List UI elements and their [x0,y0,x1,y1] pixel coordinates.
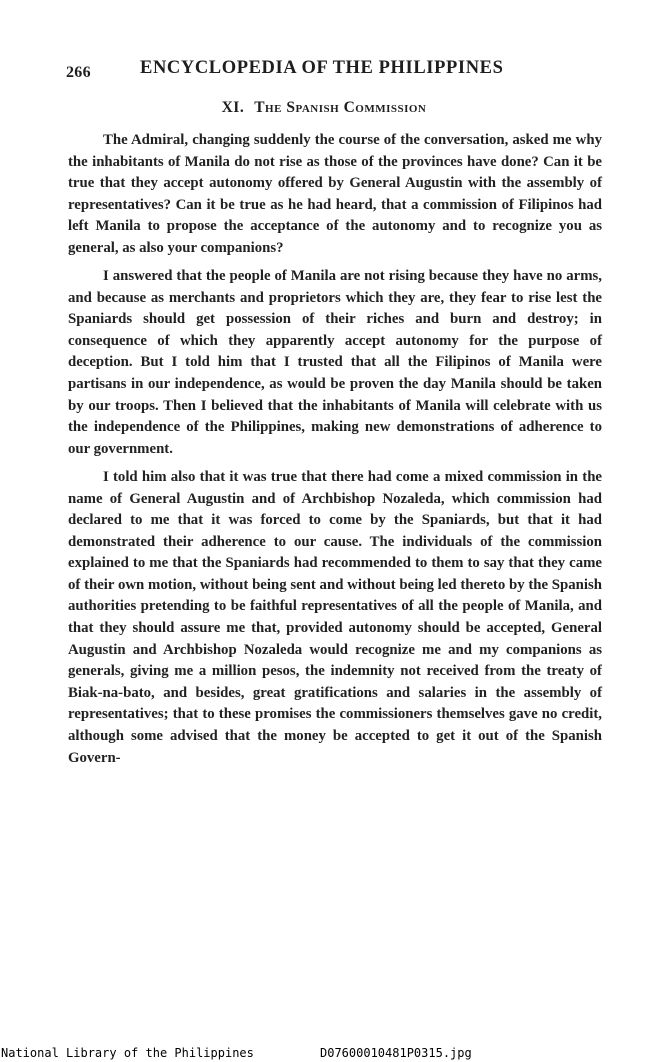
section-heading [0,99,648,117]
scan-footer [0,1045,648,1062]
running-head: ENCYCLOPEDIA OF THE PHILIPPINES [140,58,504,78]
body-text [68,130,602,776]
page-number: 266 [66,64,91,81]
section-number: XI. [221,99,245,116]
paragraph: I told him also that it was true that there had come a mixed commission in the name of General Augustin and of Archbishop Nozaleda, which commission had declared to me that it was forced to come by the Spaniards, but that it had demonstrated their adherence to our cause. The individuals of the commission explained to me that the Spaniards had recommended to them to say that they came of their own motion, without being sent and without being led thereto by the Spanish authorities pretending to be faithful representatives of all the people of Manila, and that they should assure me that, provided autonomy should be accepted, General Augustin and Archbishop Nozaleda would recognize me and my companions as generals, giving me a million pesos, the indemnity not received from the treaty of Biak-na-bato, and besides, great gratifications and salaries in the assembly of representatives; that to these promises the commissioners themselves gave no credit, although some advised that the money be accepted to get it out of the Spanish Govern- [68,468,602,766]
footer-filename: D07600010481P0315.jpg [320,1046,472,1060]
paragraph: I answered that the people of Manila are not rising because they have no arms, and because as merchants and proprietors which they are, they fear to rise lest the Spaniards should get possession of their riches and burn and destroy; in consequence of which they apparently accept autonomy for the purpose of deception. But I told him that I trusted that all the Filipinos of Manila were partisans in our independence, as would be proven the day Manila should be taken by our troops. Then I believed that the inhabitants of Manila will celebrate with us the independence of the Philippines, making new demonstrations of adherence to our government. [68,268,602,457]
section-title: The Spanish Commission [254,99,427,116]
footer-source: National Library of the Philippines [1,1046,254,1060]
page-header [66,58,536,84]
paragraph: The Admiral, changing suddenly the course of the conversation, asked me why the inhabitants of Manila do not rise as those of the provinces have done? Can it be true that they accept autonomy offered by General Augustin with the assembly of representatives? Can it be true as he had heard, that a commission of Filipinos had left Manila to propose the acceptance of the autonomy and to recognize you as general, as also your companions? [68,132,602,256]
